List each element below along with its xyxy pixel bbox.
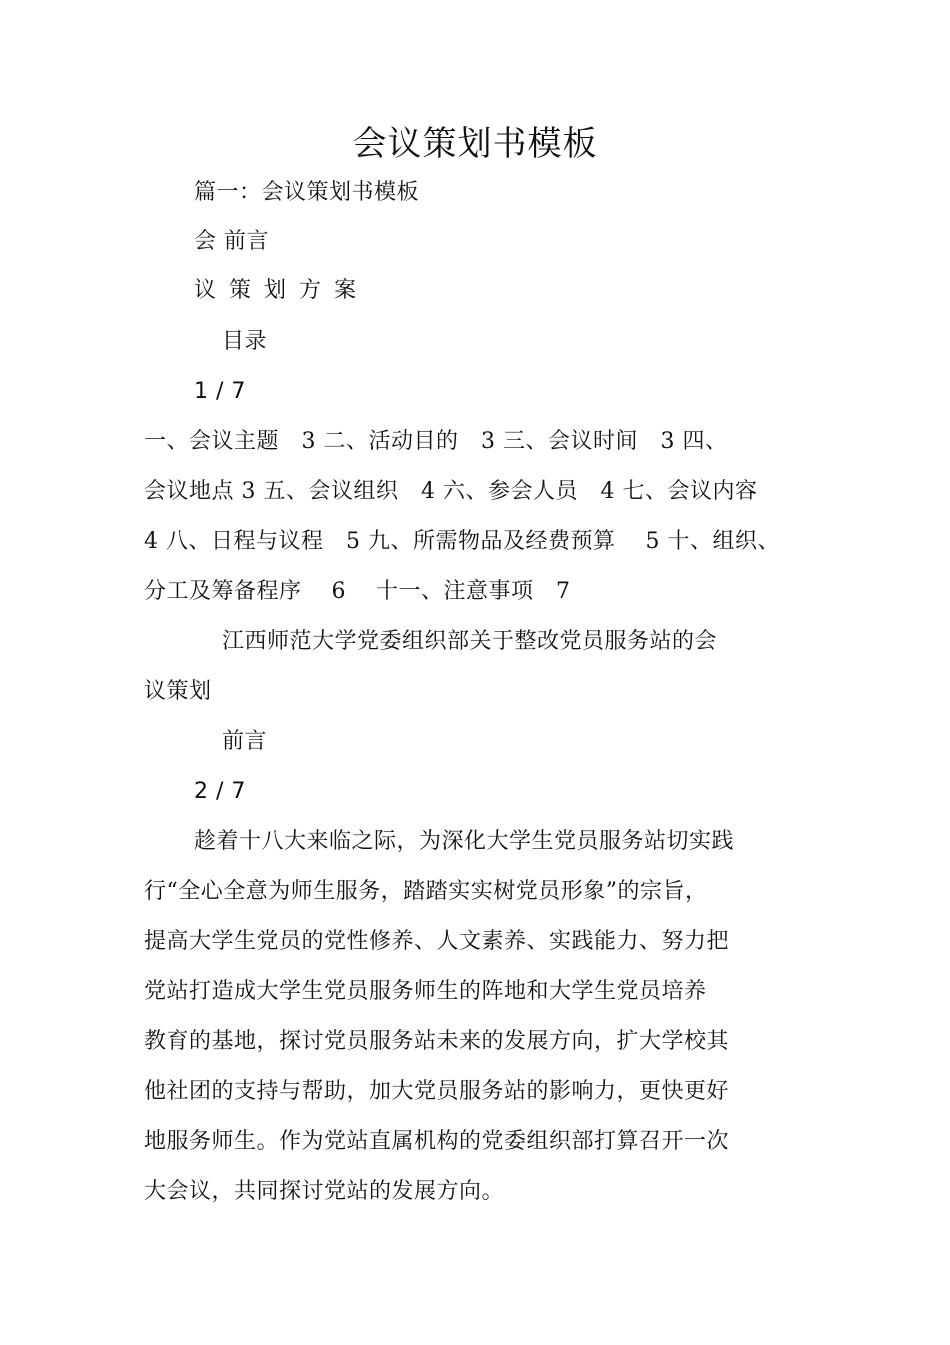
body-line: 他社团的支持与帮助，加大党员服务站的影响力，更快更好	[144, 1079, 730, 1104]
preface-heading: 前言	[222, 729, 268, 754]
subtitle-line: 江西师范大学党委组织部关于整改党员服务站的会	[222, 629, 718, 654]
subtitle-line: 议策划	[144, 679, 212, 704]
body-line: 大会议，共同探讨党站的发展方向。	[144, 1179, 505, 1204]
body-line: 提高大学生党员的党性修养、人文素养、实践能力、努力把	[144, 929, 730, 954]
page-number-1: 1 / 7	[194, 379, 246, 404]
page-number-2: 2 / 7	[194, 779, 246, 804]
body-line: 地服务师生。作为党站直属机构的党委组织部打算召开一次	[144, 1129, 730, 1154]
vertical-column-1: 会 前言	[194, 229, 269, 254]
body-line: 趁着十八大来临之际，为深化大学生党员服务站切实践	[194, 829, 735, 854]
toc-line: 会议地点 3 五、会议组织 4 六、参会人员 4 七、会议内容	[144, 479, 758, 504]
chapter-heading: 篇一：会议策划书模板	[194, 180, 420, 205]
vertical-column-2: 议策划方案	[194, 278, 370, 303]
toc-line: 分工及筹备程序 6 十一、注意事项 7	[144, 579, 571, 604]
toc-heading: 目录	[222, 329, 268, 354]
toc-line: 一、会议主题 3 二、活动目的 3 三、会议时间 3 四、	[144, 429, 728, 454]
toc-line: 4 八、日程与议程 5 九、所需物品及经费预算 5 十、组织、	[144, 529, 780, 554]
body-line: 行“全心全意为师生服务，踏踏实实树党员形象”的宗旨，	[144, 879, 708, 904]
document-title: 会议策划书模板	[352, 124, 598, 164]
body-line: 党站打造成大学生党员服务师生的阵地和大学生党员培养	[144, 979, 707, 1004]
body-line: 教育的基地，探讨党员服务站未来的发展方向，扩大学校其	[144, 1029, 730, 1054]
